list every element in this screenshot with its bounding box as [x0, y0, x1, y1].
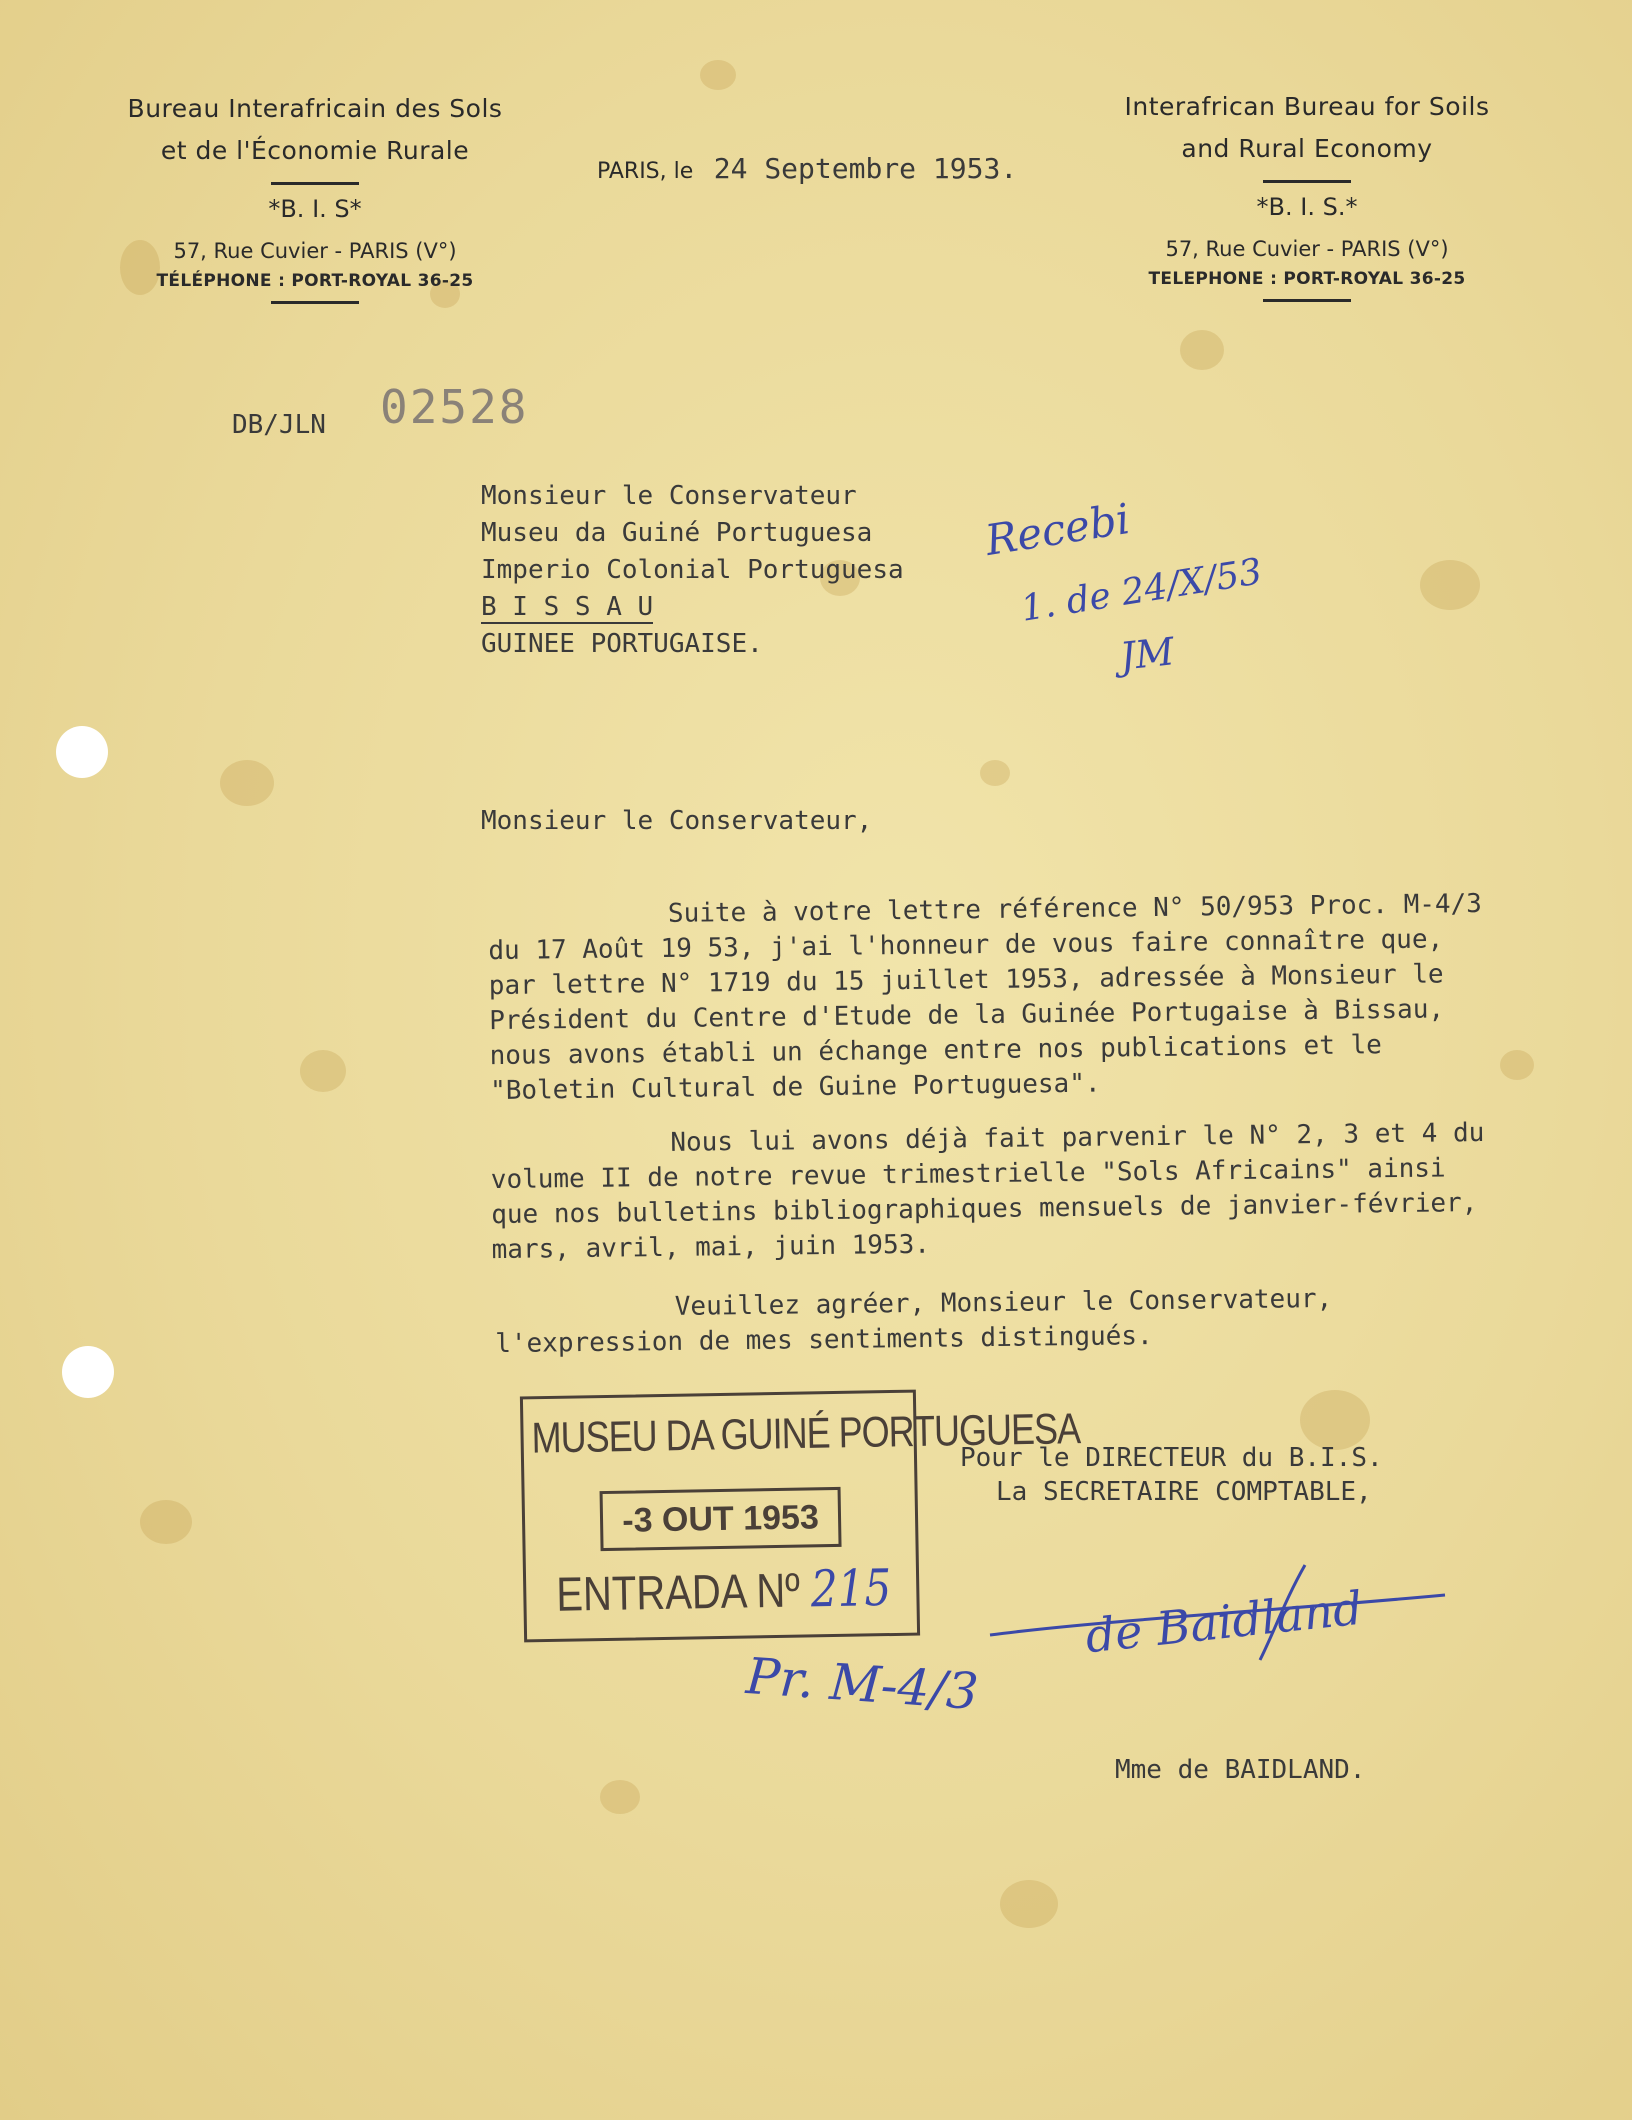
- recipient-city: B I S S A U: [481, 592, 654, 622]
- org-telephone: TÉLÉPHONE : PORT-ROYAL 36-25: [156, 271, 474, 291]
- letterhead-left: [95, 88, 535, 314]
- body-line: que nos bulletins bibliographiques mensuels de janvier-février,: [491, 1188, 1478, 1231]
- signature-line: Pour le DIRECTEUR du B.I.S.: [960, 1443, 1383, 1473]
- recipient-line: GUINEE PORTUGAISE.: [481, 629, 763, 659]
- stain-spot: [980, 760, 1010, 786]
- handwritten-received: Recebi: [982, 493, 1134, 566]
- signatory-name: Mme de BAIDLAND.: [1115, 1755, 1366, 1785]
- punch-hole: [62, 1346, 114, 1398]
- body-line: volume II de notre revue trimestrielle "Sols Africains" ainsi: [490, 1153, 1446, 1196]
- org-name-line2: and Rural Economy: [1181, 134, 1433, 163]
- divider: [271, 182, 359, 185]
- divider: [1263, 299, 1351, 302]
- body-line: Nous lui avons déjà fait parvenir le N° 2, 3 et 4 du: [670, 1117, 1485, 1158]
- signature-stroke: [985, 1560, 1455, 1670]
- body-line: nous avons établi un échange entre nos publications et le: [489, 1030, 1383, 1072]
- stain-spot: [600, 1780, 640, 1814]
- body-line: par lettre N° 1719 du 15 juillet 1953, adressée à Monsieur le: [488, 959, 1444, 1002]
- body-paragraph: [488, 887, 1484, 1109]
- reference-code: DB/JLN: [232, 410, 326, 440]
- stain-spot: [1420, 560, 1480, 610]
- stain-spot: [700, 60, 736, 90]
- stain-spot: [1000, 1880, 1058, 1928]
- signature: de Baidland: [1082, 1580, 1365, 1664]
- org-name-line1: Interafrican Bureau for Soils: [1124, 92, 1490, 121]
- org-name-line2: et de l'Économie Rurale: [160, 136, 470, 165]
- org-telephone: TELEPHONE : PORT-ROYAL 36-25: [1148, 269, 1466, 289]
- recipient-line: [481, 589, 904, 626]
- body-line: "Boletin Cultural de Guine Portuguesa".: [489, 1068, 1101, 1107]
- recipient-line: Imperio Colonial Portuguesa: [481, 555, 904, 585]
- org-name-line1: Bureau Interafricain des Sols: [127, 94, 503, 123]
- closing-paragraph: [495, 1282, 1333, 1362]
- stain-spot: [140, 1500, 192, 1544]
- letterhead-right: [1087, 86, 1527, 312]
- letter-date: 24 Septembre 1953.: [713, 152, 1018, 185]
- date-line: [597, 152, 1017, 185]
- salutation: Monsieur le Conservateur,: [481, 806, 873, 836]
- stamp-date: -3 OUT 1953: [600, 1487, 842, 1551]
- stamp-entry-label: ENTRADA Nº: [555, 1564, 801, 1622]
- divider: [271, 301, 359, 304]
- stamp-entry: [556, 1558, 892, 1623]
- divider: [1263, 180, 1351, 183]
- org-abbreviation: *B. I. S.*: [1256, 193, 1358, 221]
- body-line: Président du Centre d'Etude de la Guinée Portugaise à Bissau,: [489, 994, 1445, 1037]
- place-prefix: PARIS, le: [597, 159, 694, 184]
- body-line: Suite à votre lettre référence N° 50/953 Proc. M-4/3: [667, 888, 1483, 929]
- stain-spot: [220, 760, 274, 806]
- body-line: Veuillez agréer, Monsieur le Conservateur,: [674, 1283, 1333, 1322]
- stamp-entry-number: 215: [810, 1558, 892, 1619]
- body-paragraph: [490, 1116, 1486, 1268]
- handwritten-date: 1. de 24/X/53: [1018, 551, 1265, 630]
- receipt-stamp: [520, 1390, 1081, 1643]
- org-abbreviation: *B. I. S*: [268, 195, 362, 223]
- handwritten-initials: JM: [1117, 629, 1177, 679]
- org-address: 57, Rue Cuvier - PARIS (V°): [173, 239, 457, 263]
- body-line: du 17 Août 19 53, j'ai l'honneur de vous faire connaître que,: [488, 924, 1444, 967]
- recipient-line: Museu da Guiné Portuguesa: [481, 518, 873, 548]
- signature-block: [960, 1441, 1383, 1509]
- recipient-address: [481, 478, 904, 663]
- stamp-title: MUSEU DA GUINÉ PORTUGUESA: [531, 1403, 1081, 1463]
- handwritten-proc: Pr. M-4/3: [744, 1646, 981, 1722]
- stain-spot: [1500, 1050, 1534, 1080]
- body-line: mars, avril, mai, juin 1953.: [491, 1229, 931, 1266]
- stain-spot: [1180, 330, 1224, 370]
- body-line: l'expression de mes sentiments distingués.: [495, 1321, 1153, 1360]
- recipient-line: Monsieur le Conservateur: [481, 481, 857, 511]
- org-address: 57, Rue Cuvier - PARIS (V°): [1165, 237, 1449, 261]
- stain-spot: [300, 1050, 346, 1092]
- reference-number: 02528: [380, 380, 529, 434]
- punch-hole: [56, 726, 108, 778]
- signature-line: La SECRETAIRE COMPTABLE,: [996, 1477, 1372, 1507]
